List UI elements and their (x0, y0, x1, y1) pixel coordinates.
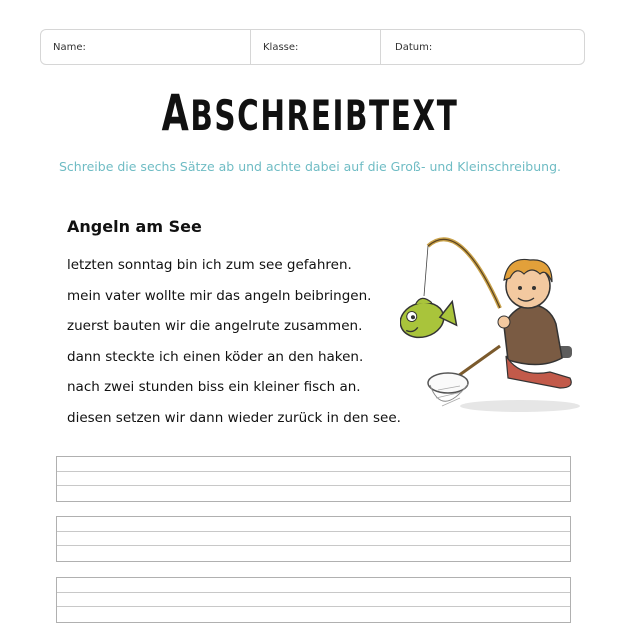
date-field[interactable] (395, 30, 432, 64)
page-title (68, 84, 552, 142)
writing-line[interactable] (57, 593, 570, 608)
header-fields-box (40, 29, 585, 65)
fish (400, 291, 459, 342)
writing-line[interactable] (57, 457, 570, 472)
story-line: diesen setzen wir dann wieder zurück in den see. (67, 409, 401, 426)
class-label: Klasse: (263, 41, 299, 53)
instruction-text: Schreibe die sechs Sätze ab und achte dabei auf die Groß- und Kleinschreibung. (59, 159, 561, 174)
story-line: zuerst bauten wir die angelrute zusammen. (67, 318, 363, 334)
name-label: Name: (53, 41, 86, 53)
fishing-boy-illustration (400, 228, 580, 418)
writing-line[interactable] (57, 546, 570, 561)
writing-line[interactable] (57, 472, 570, 487)
writing-line[interactable] (57, 486, 570, 501)
writing-lines-block[interactable] (56, 516, 571, 562)
divider (380, 30, 381, 64)
writing-line[interactable] (57, 578, 570, 593)
writing-line[interactable] (57, 532, 570, 547)
divider (250, 30, 251, 64)
story-text (67, 255, 401, 438)
writing-line[interactable] (57, 607, 570, 622)
date-label: Datum: (395, 41, 433, 53)
story-line: mein vater wollte mir das angeln beibringen. (67, 287, 372, 304)
writing-lines-block[interactable] (56, 577, 571, 623)
class-field[interactable] (263, 30, 298, 64)
story-title: Angeln am See (67, 217, 202, 236)
story-line: dann steckte ich einen köder an den haken. (67, 348, 364, 365)
writing-lines-block[interactable] (56, 456, 571, 502)
story-line: nach zwei stunden biss ein kleiner fisch an. (67, 379, 361, 395)
page-title-text: ABSCHREIBTEXT (161, 84, 459, 142)
story-line: letzten sonntag bin ich zum see gefahren. (67, 257, 352, 273)
writing-line[interactable] (57, 517, 570, 532)
name-field[interactable] (53, 30, 86, 64)
